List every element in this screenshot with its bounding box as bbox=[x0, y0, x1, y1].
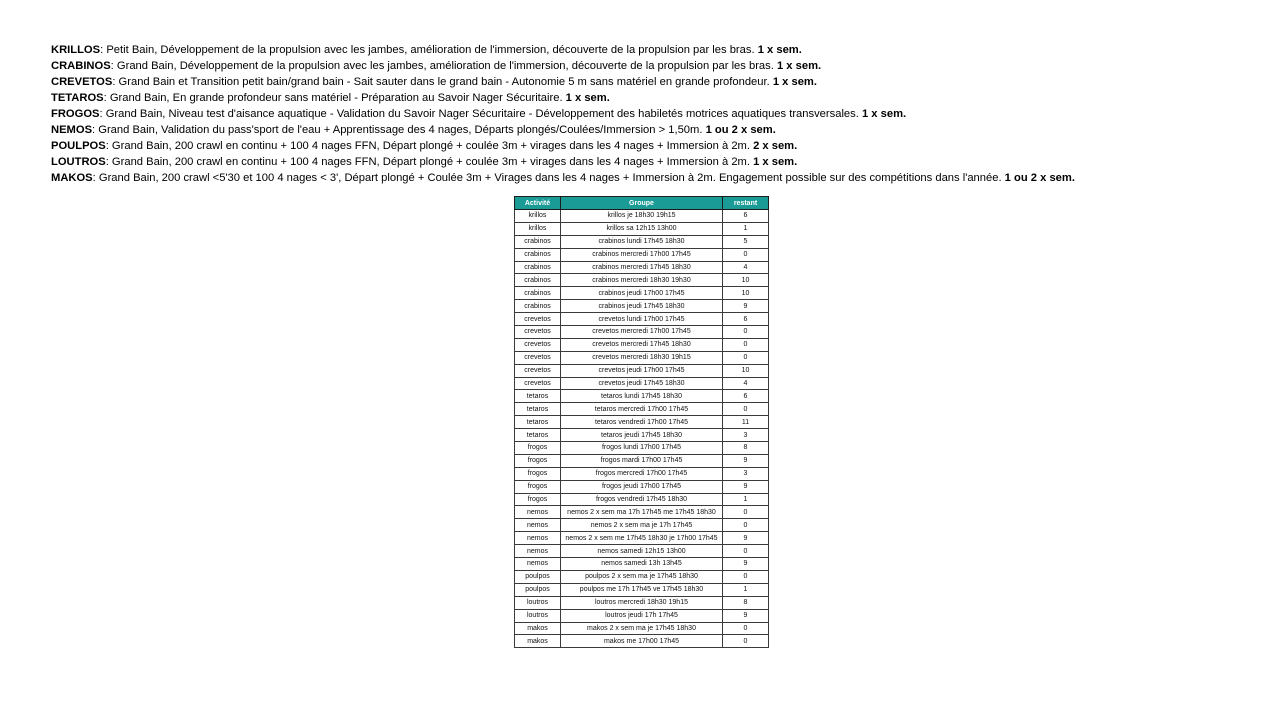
level-frequency: 1 ou 2 x sem. bbox=[705, 124, 776, 136]
level-line bbox=[51, 154, 1251, 170]
level-line bbox=[51, 74, 1251, 90]
remaining-cell: 0 bbox=[723, 248, 769, 261]
table-row bbox=[515, 532, 769, 545]
level-description: : Grand Bain, 200 crawl en continu + 100 4 nages FFN, Départ plongé + coulée 3m + virages dans les 4 nages + Immersion à 2m. bbox=[105, 156, 754, 168]
table-row bbox=[515, 261, 769, 274]
level-description: : Grand Bain et Transition petit bain/grand bain - Sait sauter dans le grand bain - Autonomie 5 m sans matériel en grande profondeur. bbox=[112, 76, 773, 88]
activity-cell: tetaros bbox=[515, 429, 561, 442]
group-cell: krillos sa 12h15 13h00 bbox=[561, 222, 723, 235]
level-frequency: 1 x sem. bbox=[861, 108, 907, 120]
group-cell: nemos 2 x sem ma je 17h 17h45 bbox=[561, 519, 723, 532]
group-cell: frogos lundi 17h00 17h45 bbox=[561, 442, 723, 455]
table-row bbox=[515, 377, 769, 390]
activity-cell: frogos bbox=[515, 454, 561, 467]
remaining-cell: 9 bbox=[723, 558, 769, 571]
remaining-cell: 8 bbox=[723, 442, 769, 455]
group-cell: nemos samedi 13h 13h45 bbox=[561, 558, 723, 571]
level-description: : Grand Bain, 200 crawl en continu + 100 4 nages FFN, Départ plongé + coulée 3m + virages dans les 4 nages + Immersion à 2m. bbox=[105, 140, 754, 152]
group-cell: makos me 17h00 17h45 bbox=[561, 635, 723, 648]
remaining-cell: 10 bbox=[723, 274, 769, 287]
activity-cell: crabinos bbox=[515, 248, 561, 261]
availability-table-container bbox=[514, 196, 769, 648]
table-row bbox=[515, 300, 769, 313]
group-cell: crabinos mercredi 17h00 17h45 bbox=[561, 248, 723, 261]
level-name: NEMOS bbox=[51, 124, 93, 136]
group-cell: loutros jeudi 17h 17h45 bbox=[561, 609, 723, 622]
activity-cell: tetaros bbox=[515, 390, 561, 403]
table-row bbox=[515, 248, 769, 261]
level-name: CREVETOS bbox=[51, 76, 113, 88]
level-frequency: 1 ou 2 x sem. bbox=[1004, 172, 1075, 184]
level-frequency: 2 x sem. bbox=[753, 140, 798, 152]
remaining-cell: 6 bbox=[723, 313, 769, 326]
remaining-cell: 1 bbox=[723, 583, 769, 596]
group-cell: crevetos mercredi 18h30 19h15 bbox=[561, 351, 723, 364]
table-row bbox=[515, 390, 769, 403]
table-row bbox=[515, 467, 769, 480]
remaining-cell: 10 bbox=[723, 364, 769, 377]
activity-cell: crabinos bbox=[515, 300, 561, 313]
level-frequency: 1 x sem. bbox=[757, 44, 802, 56]
remaining-cell: 11 bbox=[723, 416, 769, 429]
remaining-cell: 0 bbox=[723, 403, 769, 416]
table-row bbox=[515, 622, 769, 635]
level-description: : Grand Bain, Validation du pass'sport de l'eau + Apprentissage des 4 nages, Départs plongés/Coulées/Immersion > 1,50m. bbox=[92, 124, 706, 136]
availability-table bbox=[514, 196, 769, 648]
level-name: POULPOS bbox=[51, 140, 106, 152]
group-cell: crevetos jeudi 17h45 18h30 bbox=[561, 377, 723, 390]
group-cell: frogos vendredi 17h45 18h30 bbox=[561, 493, 723, 506]
table-row bbox=[515, 338, 769, 351]
table-row bbox=[515, 596, 769, 609]
table-row bbox=[515, 454, 769, 467]
table-row bbox=[515, 210, 769, 223]
table-row bbox=[515, 403, 769, 416]
level-name: CRABINOS bbox=[51, 60, 111, 72]
level-name: TETAROS bbox=[51, 92, 104, 104]
group-cell: crabinos jeudi 17h00 17h45 bbox=[561, 287, 723, 300]
activity-cell: frogos bbox=[515, 467, 561, 480]
group-cell: tetaros lundi 17h45 18h30 bbox=[561, 390, 723, 403]
group-cell: poulpos 2 x sem ma je 17h45 18h30 bbox=[561, 570, 723, 583]
level-line bbox=[51, 106, 1251, 122]
remaining-cell: 6 bbox=[723, 390, 769, 403]
remaining-cell: 9 bbox=[723, 609, 769, 622]
level-line bbox=[51, 170, 1251, 186]
group-cell: crabinos mercredi 18h30 19h30 bbox=[561, 274, 723, 287]
remaining-cell: 0 bbox=[723, 635, 769, 648]
activity-cell: nemos bbox=[515, 558, 561, 571]
table-row bbox=[515, 235, 769, 248]
group-cell: crevetos jeudi 17h00 17h45 bbox=[561, 364, 723, 377]
activity-cell: nemos bbox=[515, 532, 561, 545]
table-row bbox=[515, 583, 769, 596]
table-row bbox=[515, 493, 769, 506]
group-cell: tetaros mercredi 17h00 17h45 bbox=[561, 403, 723, 416]
activity-cell: crevetos bbox=[515, 338, 561, 351]
table-row bbox=[515, 558, 769, 571]
activity-cell: crabinos bbox=[515, 274, 561, 287]
group-cell: frogos mercredi 17h00 17h45 bbox=[561, 467, 723, 480]
remaining-cell: 0 bbox=[723, 338, 769, 351]
group-cell: crevetos mercredi 17h45 18h30 bbox=[561, 338, 723, 351]
activity-cell: nemos bbox=[515, 545, 561, 558]
table-row bbox=[515, 287, 769, 300]
table-row bbox=[515, 326, 769, 339]
activity-cell: makos bbox=[515, 635, 561, 648]
activity-cell: crevetos bbox=[515, 364, 561, 377]
remaining-cell: 9 bbox=[723, 480, 769, 493]
remaining-cell: 3 bbox=[723, 429, 769, 442]
remaining-cell: 4 bbox=[723, 261, 769, 274]
level-line bbox=[51, 138, 1251, 154]
column-header-restant: restant bbox=[723, 197, 769, 210]
table-row bbox=[515, 351, 769, 364]
activity-cell: nemos bbox=[515, 506, 561, 519]
group-cell: loutros mercredi 18h30 19h15 bbox=[561, 596, 723, 609]
activity-cell: crabinos bbox=[515, 287, 561, 300]
activity-cell: nemos bbox=[515, 519, 561, 532]
activity-cell: crevetos bbox=[515, 351, 561, 364]
group-cell: nemos 2 x sem me 17h45 18h30 je 17h00 17h45 bbox=[561, 532, 723, 545]
level-line bbox=[51, 90, 1251, 106]
level-line bbox=[51, 42, 1251, 58]
remaining-cell: 0 bbox=[723, 506, 769, 519]
group-cell: crabinos jeudi 17h45 18h30 bbox=[561, 300, 723, 313]
activity-cell: crabinos bbox=[515, 235, 561, 248]
level-line bbox=[51, 58, 1251, 74]
activity-cell: crabinos bbox=[515, 261, 561, 274]
column-header-activite: Activité bbox=[515, 197, 561, 210]
group-cell: nemos 2 x sem ma 17h 17h45 me 17h45 18h30 bbox=[561, 506, 723, 519]
remaining-cell: 9 bbox=[723, 454, 769, 467]
activity-cell: frogos bbox=[515, 442, 561, 455]
table-row bbox=[515, 429, 769, 442]
remaining-cell: 0 bbox=[723, 351, 769, 364]
table-row bbox=[515, 442, 769, 455]
remaining-cell: 3 bbox=[723, 467, 769, 480]
remaining-cell: 0 bbox=[723, 545, 769, 558]
table-row bbox=[515, 313, 769, 326]
group-cell: crabinos mercredi 17h45 18h30 bbox=[561, 261, 723, 274]
level-description: : Grand Bain, Développement de la propulsion avec les jambes, amélioration de l'immersion, découverte de la propulsion par les bras. bbox=[110, 60, 777, 72]
level-frequency: 1 x sem. bbox=[753, 156, 798, 168]
table-row bbox=[515, 545, 769, 558]
activity-cell: frogos bbox=[515, 480, 561, 493]
activity-cell: crevetos bbox=[515, 377, 561, 390]
remaining-cell: 9 bbox=[723, 532, 769, 545]
group-cell: frogos mardi 17h00 17h45 bbox=[561, 454, 723, 467]
remaining-cell: 10 bbox=[723, 287, 769, 300]
group-cell: crevetos mercredi 17h00 17h45 bbox=[561, 326, 723, 339]
table-row bbox=[515, 274, 769, 287]
level-frequency: 1 x sem. bbox=[565, 92, 610, 104]
table-body bbox=[515, 210, 769, 648]
level-name: MAKOS bbox=[51, 172, 93, 184]
level-description: : Grand Bain, En grande profondeur sans matériel - Préparation au Savoir Nager Sécuritaire. bbox=[103, 92, 566, 104]
group-cell: poulpos me 17h 17h45 ve 17h45 18h30 bbox=[561, 583, 723, 596]
activity-cell: loutros bbox=[515, 596, 561, 609]
group-cell: nemos samedi 12h15 13h00 bbox=[561, 545, 723, 558]
group-cell: frogos jeudi 17h00 17h45 bbox=[561, 480, 723, 493]
group-cell: tetaros jeudi 17h45 18h30 bbox=[561, 429, 723, 442]
remaining-cell: 5 bbox=[723, 235, 769, 248]
table-row bbox=[515, 570, 769, 583]
activity-cell: krillos bbox=[515, 222, 561, 235]
level-description: : Petit Bain, Développement de la propulsion avec les jambes, amélioration de l'immersion, découverte de la propulsion par les bras. bbox=[100, 44, 758, 56]
group-cell: makos 2 x sem ma je 17h45 18h30 bbox=[561, 622, 723, 635]
remaining-cell: 0 bbox=[723, 519, 769, 532]
activity-cell: makos bbox=[515, 622, 561, 635]
table-header-row bbox=[515, 197, 769, 210]
remaining-cell: 9 bbox=[723, 300, 769, 313]
remaining-cell: 1 bbox=[723, 493, 769, 506]
remaining-cell: 1 bbox=[723, 222, 769, 235]
remaining-cell: 8 bbox=[723, 596, 769, 609]
activity-cell: krillos bbox=[515, 210, 561, 223]
activity-cell: loutros bbox=[515, 609, 561, 622]
table-row bbox=[515, 635, 769, 648]
table-row bbox=[515, 416, 769, 429]
level-frequency: 1 x sem. bbox=[776, 60, 822, 72]
activity-cell: crevetos bbox=[515, 313, 561, 326]
level-name: LOUTROS bbox=[51, 156, 106, 168]
table-row bbox=[515, 480, 769, 493]
group-cell: crabinos lundi 17h45 18h30 bbox=[561, 235, 723, 248]
activity-cell: frogos bbox=[515, 493, 561, 506]
level-descriptions bbox=[51, 42, 1251, 186]
group-cell: crevetos lundi 17h00 17h45 bbox=[561, 313, 723, 326]
level-line bbox=[51, 122, 1251, 138]
level-frequency: 1 x sem. bbox=[772, 76, 817, 88]
activity-cell: poulpos bbox=[515, 583, 561, 596]
table-row bbox=[515, 519, 769, 532]
level-description: : Grand Bain, 200 crawl <5'30 et 100 4 nages < 3', Départ plongé + Coulée 3m + Virages dans les 4 nages + Immersion à 2m. Engagement possible sur des compétitions dans l'année. bbox=[92, 172, 1005, 184]
remaining-cell: 0 bbox=[723, 622, 769, 635]
activity-cell: tetaros bbox=[515, 403, 561, 416]
table-row bbox=[515, 506, 769, 519]
remaining-cell: 0 bbox=[723, 326, 769, 339]
level-description: : Grand Bain, Niveau test d'aisance aquatique - Validation du Savoir Nager Sécuritaire - Développement des habiletés motrices aquatiques transversales. bbox=[99, 108, 862, 120]
remaining-cell: 4 bbox=[723, 377, 769, 390]
column-header-groupe: Groupe bbox=[561, 197, 723, 210]
group-cell: tetaros vendredi 17h00 17h45 bbox=[561, 416, 723, 429]
activity-cell: crevetos bbox=[515, 326, 561, 339]
level-name: FROGOS bbox=[51, 108, 100, 120]
activity-cell: poulpos bbox=[515, 570, 561, 583]
table-row bbox=[515, 364, 769, 377]
remaining-cell: 0 bbox=[723, 570, 769, 583]
activity-cell: tetaros bbox=[515, 416, 561, 429]
level-name: KRILLOS bbox=[51, 44, 101, 56]
group-cell: krillos je 18h30 19h15 bbox=[561, 210, 723, 223]
remaining-cell: 6 bbox=[723, 210, 769, 223]
table-row bbox=[515, 609, 769, 622]
table-row bbox=[515, 222, 769, 235]
